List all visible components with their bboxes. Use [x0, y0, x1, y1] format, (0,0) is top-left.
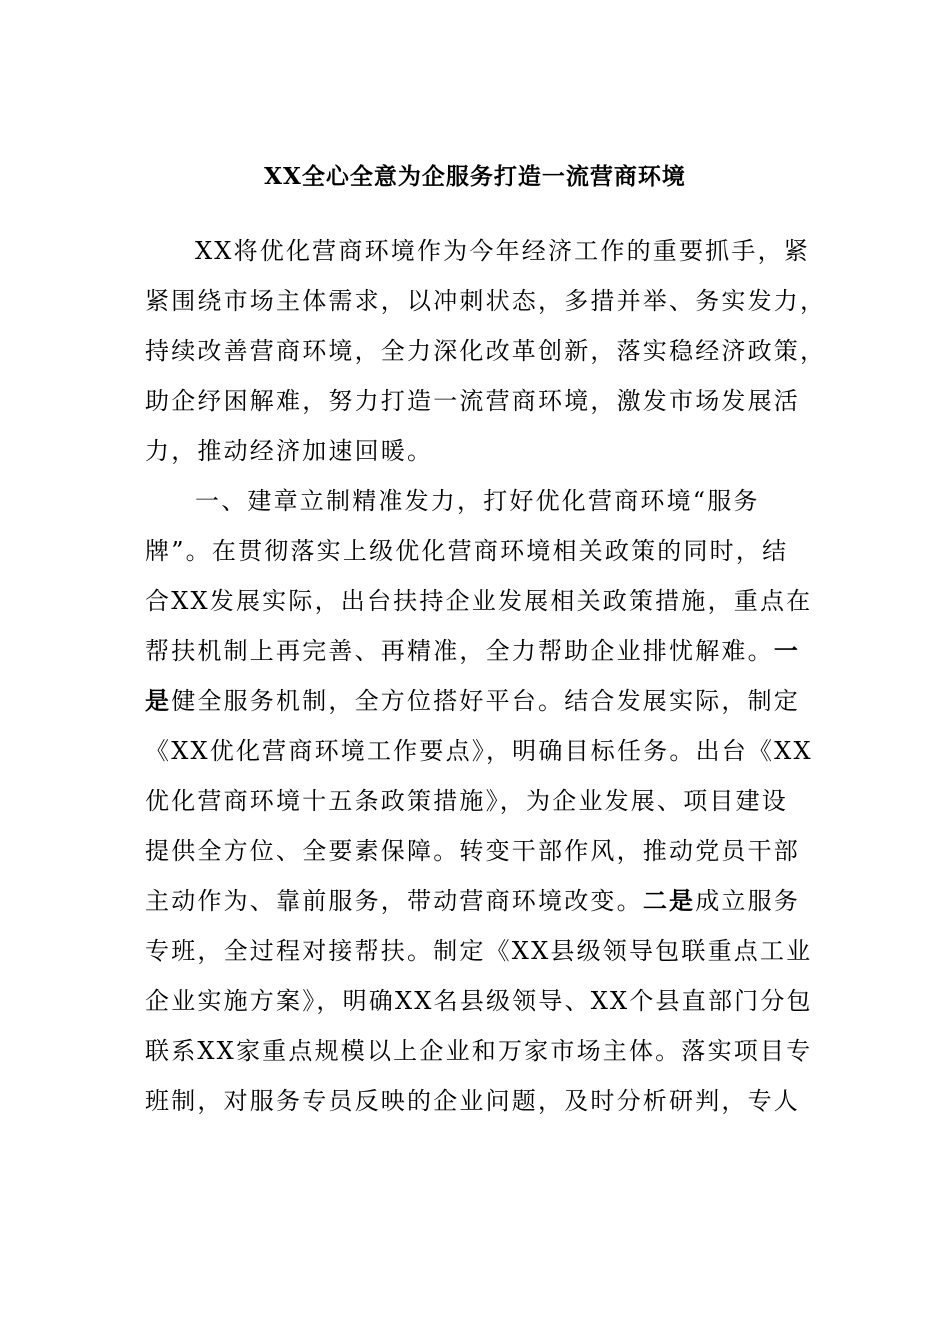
document-title: XX全心全意为企服务打造一流营商环境 [264, 163, 686, 190]
paragraph-1-line-4: 助企纾困解难，努力打造一流营商环境，激发市场发展活 [145, 387, 800, 415]
paragraph-1-line-1: XX将优化营商环境作为今年经济工作的重要抓手，紧 [195, 237, 810, 265]
paragraph-2-line-3: 合XX发展实际，出台扶持企业发展相关政策措施，重点在 [145, 587, 813, 615]
paragraph-1-line-3: 持续改善营商环境，全力深化改革创新，落实稳经济政策， [145, 337, 827, 365]
paragraph-2-line-11: 企业实施方案》，明确XX名县级领导、XX个县直部门分包 [145, 987, 813, 1015]
paragraph-2-line-5 [145, 676, 805, 726]
paragraph-2-line-9-tail: 成立服务 [695, 887, 801, 915]
paragraph-2-line-2: 牌”。在贯彻落实上级优化营商环境相关政策的同时，结 [145, 537, 789, 565]
paragraph-2-line-9 [145, 876, 805, 926]
paragraph-2-line-6: 《XX优化营商环境工作要点》，明确目标任务。出台《XX [145, 737, 813, 765]
paragraph-2-line-9-text: 主动作为、靠前服务，带动营商环境改变。 [145, 887, 643, 915]
paragraph-2-line-12: 联系XX家重点规模以上企业和万家市场主体。落实项目专 [145, 1037, 813, 1065]
paragraph-2-line-5-text: 健全服务机制，全方位搭好平台。结合发展实际，制定 [171, 687, 801, 715]
paragraph-2-line-13: 班制，对服务专员反映的企业问题，及时分析研判，专人 [145, 1087, 800, 1115]
paragraph-2-line-4 [145, 626, 805, 676]
paragraph-2-line-8: 提供全方位、全要素保障。转变干部作风，推动党员干部 [145, 837, 800, 865]
paragraph-2-line-10: 专班，全过程对接帮扶。制定《XX县级领导包联重点工业 [145, 937, 813, 965]
paragraph-2-line-4-text: 帮扶机制上再完善、再精准，全力帮助企业排忧解难。 [145, 637, 774, 665]
paragraph-2-line-4-bold: 一 [773, 636, 801, 665]
paragraph-1-line-5: 力，推动经济加速回暖。 [145, 437, 434, 465]
paragraph-2-line-5-bold: 是 [145, 686, 172, 715]
paragraph-2-line-9-bold: 二是 [642, 886, 696, 915]
paragraph-1-line-2: 紧围绕市场主体需求，以冲刺状态，多措并举、务实发力， [145, 287, 827, 315]
paragraph-2-line-1: 一、建章立制精准发力，打好优化营商环境“服务 [195, 487, 760, 515]
paragraph-2-line-7: 优化营商环境十五条政策措施》，为企业发展、项目建设 [145, 787, 788, 815]
